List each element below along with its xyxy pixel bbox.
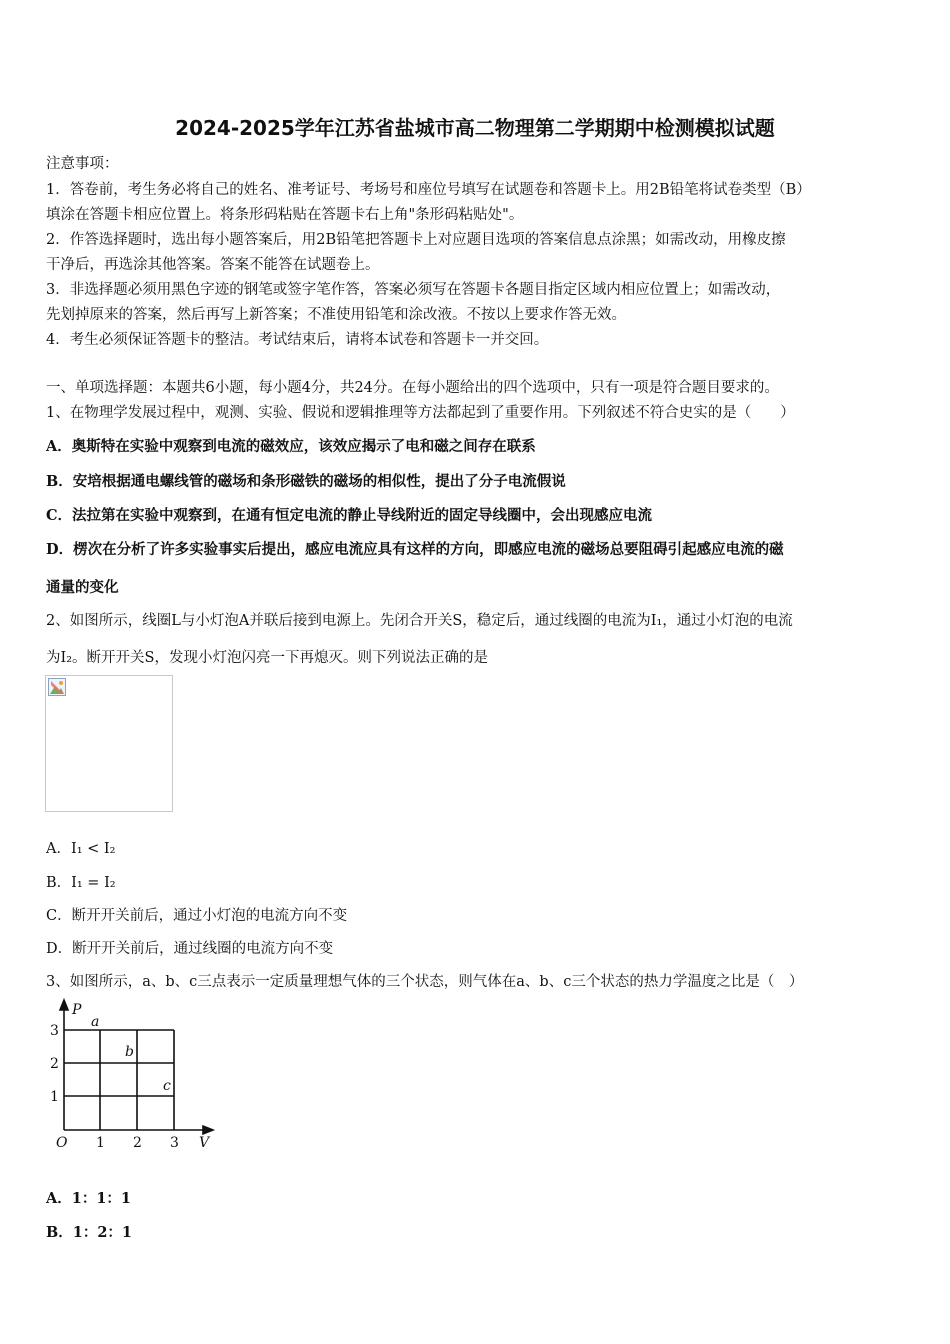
question-1-stem: 1、在物理学发展过程中，观测、实验、假说和逻辑推理等方法都起到了重要作用。下列叙述不符合史实的是（ ） <box>46 405 795 421</box>
notice-line: 1．答卷前，考生务必将自己的姓名、准考证号、考场号和座位号填写在试题卷和答题卡上。用2B铅笔将试卷类型（B） <box>46 182 811 198</box>
question-1-option-d: D．楞次在分析了许多实验事实后提出，感应电流应具有这样的方向，即感应电流的磁场总要阻碍引起感应电流的磁 <box>46 541 784 558</box>
notice-line: 填涂在答题卡相应位置上。将条形码粘贴在答题卡右上角"条形码粘贴处"。 <box>46 207 524 223</box>
y-tick-label: 1 <box>50 1089 59 1105</box>
question-2-stem-cont: 为I₂。断开开关S，发现小灯泡闪亮一下再熄灭。则下列说法正确的是 <box>46 650 488 666</box>
x-tick-label: 2 <box>133 1135 142 1151</box>
page-title: 2024-2025学年江苏省盐城市高二物理第二学期期中检测模拟试题 <box>175 116 775 140</box>
question-1-option-d-cont: 通量的变化 <box>46 579 119 596</box>
x-tick-label: 3 <box>170 1135 179 1151</box>
circuit-image-placeholder <box>45 675 173 812</box>
pv-graph <box>42 998 217 1158</box>
section-heading: 一、单项选择题：本题共6小题，每小题4分，共24分。在每小题给出的四个选项中，只有一项是符合题目要求的。 <box>46 380 779 396</box>
point-label-b: b <box>125 1044 134 1060</box>
question-1-option-a: A．奥斯特在实验中观察到电流的磁效应，该效应揭示了电和磁之间存在联系 <box>46 438 536 455</box>
question-2-option-d: D．断开开关前后，通过线圈的电流方向不变 <box>46 941 334 957</box>
notice-line: 2．作答选择题时，选出每小题答案后，用2B铅笔把答题卡上对应题目选项的答案信息点涂黑；如需改动，用橡皮擦 <box>46 232 786 248</box>
notice-heading: 注意事项： <box>46 156 119 172</box>
x-axis-arrow <box>203 1126 213 1134</box>
question-3-option-a: A．1：1：1 <box>46 1190 132 1207</box>
broken-image-icon <box>48 678 66 696</box>
question-1-option-c: C．法拉第在实验中观察到，在通有恒定电流的静止导线附近的固定导线圈中，会出现感应电流 <box>46 507 653 524</box>
question-3-option-b: B．1：2：1 <box>46 1224 133 1241</box>
origin-label: O <box>56 1135 68 1151</box>
notice-line: 先划掉原来的答案，然后再写上新答案；不准使用铅笔和涂改液。不按以上要求作答无效。 <box>46 307 626 323</box>
point-label-a: a <box>91 1014 100 1030</box>
question-3-stem: 3、如图所示，a、b、c三点表示一定质量理想气体的三个状态，则气体在a、b、c三个状态的热力学温度之比是（ ） <box>46 974 804 990</box>
x-tick-label: 1 <box>96 1135 105 1151</box>
y-axis-arrow <box>60 1000 68 1010</box>
y-tick-label: 3 <box>50 1023 59 1039</box>
question-2-option-b: B．I₁ = I₂ <box>46 875 116 891</box>
question-2-option-c: C．断开开关前后，通过小灯泡的电流方向不变 <box>46 908 348 924</box>
notice-line: 3．非选择题必须用黑色字迹的钢笔或签字笔作答，答案必须写在答题卡各题目指定区域内相应位置上；如需改动， <box>46 282 781 298</box>
grid <box>64 1030 174 1130</box>
notice-line: 干净后，再选涂其他答案。答案不能答在试题卷上。 <box>46 257 380 273</box>
x-axis-label: V <box>199 1135 210 1151</box>
y-tick-label: 2 <box>50 1056 59 1072</box>
y-axis-label: P <box>72 1002 82 1018</box>
point-label-c: c <box>163 1078 171 1094</box>
question-1-option-b: B．安培根据通电螺线管的磁场和条形磁铁的磁场的相似性，提出了分子电流假说 <box>46 473 566 490</box>
notice-line: 4．考生必须保证答题卡的整洁。考试结束后，请将本试卷和答题卡一并交回。 <box>46 332 549 348</box>
question-2-option-a: A．I₁ < I₂ <box>46 841 116 857</box>
question-2-stem: 2、如图所示，线圈L与小灯泡A并联后接到电源上。先闭合开关S，稳定后，通过线圈的电流为I₁，通过小灯泡的电流 <box>46 613 793 629</box>
